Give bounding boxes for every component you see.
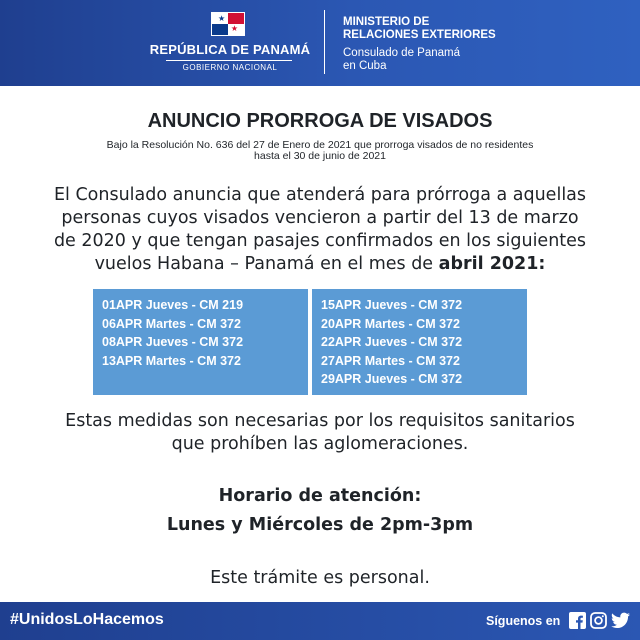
schedule-days: Lunes y Miércoles de 2pm-3pm <box>166 515 474 535</box>
flight-item: 20APR Martes - CM 372 <box>321 316 460 331</box>
body-line-4-prefix: vuelos Habana – Panamá en el mes de <box>94 254 439 274</box>
header-divider <box>324 10 325 74</box>
facebook-icon[interactable] <box>569 612 586 629</box>
panama-flag-icon: ★ ★ <box>211 12 245 36</box>
measures-text <box>30 410 610 456</box>
announcement-subtitle <box>60 140 580 162</box>
flights-column-right <box>312 289 527 395</box>
subtitle-line-1: Bajo la Resolución No. 636 del 27 de Enero de 2021 que prorroga visados de no residentes <box>106 139 534 151</box>
body-month-highlight: abril 2021: <box>438 254 546 274</box>
consulate-name <box>343 47 543 73</box>
subtitle-line-2: hasta el 30 de junio de 2021 <box>254 150 386 162</box>
flight-item: 15APR Jueves - CM 372 <box>321 298 463 312</box>
body-line-2: personas cuyos visados vencieron a partir del 13 de marzo <box>61 208 579 228</box>
consulate-line-2: en Cuba <box>343 60 387 72</box>
flight-item: 22APR Jueves - CM 372 <box>321 335 463 349</box>
measures-line-1: Estas medidas son necesarias por los requisitos sanitarios <box>65 411 575 431</box>
flight-item: 29APR Jueves - CM 372 <box>321 372 463 386</box>
announcement-body <box>30 184 610 276</box>
flight-item: 27APR Martes - CM 372 <box>321 353 460 368</box>
flight-item: 01APR Jueves - CM 219 <box>102 298 244 312</box>
flight-item: 08APR Jueves - CM 372 <box>102 335 244 349</box>
ministry-name <box>343 16 543 42</box>
body-line-3: de 2020 y que tengan pasajes confirmados en los siguientes <box>53 231 587 251</box>
hashtag: #UnidosLoHacemos <box>10 611 164 628</box>
body-line-1: El Consulado anuncia que atenderá para prórroga a aquellas <box>53 185 587 205</box>
government-label: GOBIERNO NACIONAL <box>182 63 278 72</box>
republic-divider <box>166 60 292 61</box>
republic-name: REPÚBLICA DE PANAMÁ <box>149 42 311 57</box>
header-banner <box>0 0 640 86</box>
body-line-4 <box>30 253 610 276</box>
measures-line-2: que prohíben las aglomeraciones. <box>171 434 469 454</box>
twitter-icon[interactable] <box>611 612 630 629</box>
footer-banner <box>0 602 640 640</box>
flights-column-left <box>93 289 308 395</box>
ministry-line-2: RELACIONES EXTERIORES <box>343 29 496 41</box>
ministry-line-1: MINISTERIO DE <box>343 16 430 28</box>
schedule-label: Horario de atención: <box>218 486 422 506</box>
instagram-icon[interactable] <box>590 612 607 629</box>
consulate-line-1: Consulado de Panamá <box>343 47 460 59</box>
flight-item: 13APR Martes - CM 372 <box>102 353 241 368</box>
flights-table <box>93 289 527 395</box>
flight-item: 06APR Martes - CM 372 <box>102 316 241 331</box>
personal-note: Este trámite es personal. <box>210 568 430 588</box>
follow-label: Síguenos en <box>486 614 561 628</box>
announcement-title: ANUNCIO PRORROGA DE VISADOS <box>147 110 493 132</box>
